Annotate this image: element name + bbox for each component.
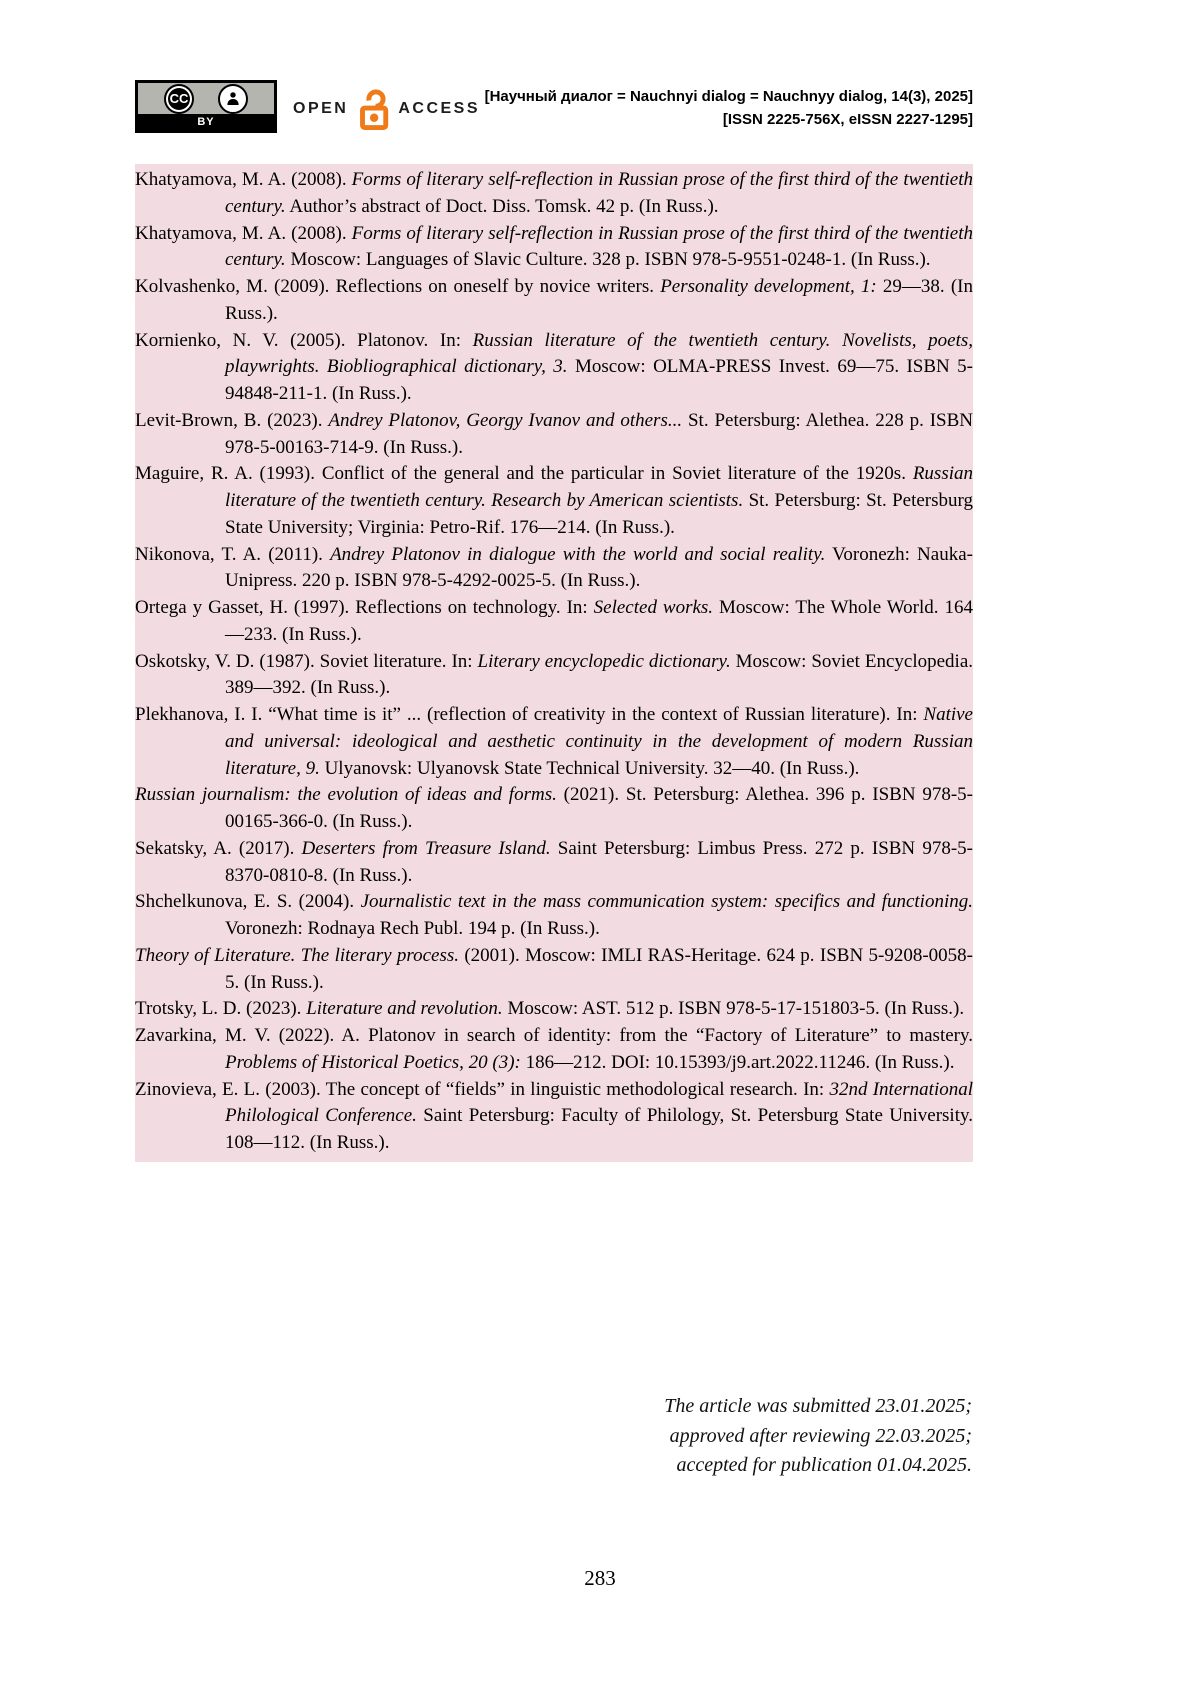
reference-entry: Zinovieva, E. L. (2003). The concept of “fields” in linguistic methodological research. In: 32nd International Philological Conference. Saint Petersburg: Faculty of Philology, St. Petersburg State University. 108—112. (In Russ.). — [135, 1078, 973, 1153]
reference-entry: Khatyamova, M. A. (2008). Forms of literary self-reflection in Russian prose of the first third of the twentieth century. Moscow: Languages of Slavic Culture. 328 p. ISBN 978-5-9551-0248-1. (In Russ.). — [135, 222, 973, 271]
reference-entry: Levit-Brown, B. (2023). Andrey Platonov, Georgy Ivanov and others... St. Petersburg: Alethea. 228 p. ISBN 978-5-00163-714-9. (In Russ.). — [135, 409, 974, 458]
submission-line: The article was submitted 23.01.2025; — [664, 1395, 972, 1417]
reference-entry: Russian journalism: the evolution of ideas and forms. (2021). St. Petersburg: Alethea. 396 p. ISBN 978-5-00165-366-0. (In Russ.). — [135, 784, 974, 832]
reference-entry: Sekatsky, A. (2017). Deserters from Treasure Island. Saint Petersburg: Limbus Press. 272 p. ISBN 978-5-8370-0810-8. (In Russ.). — [135, 837, 973, 886]
reference-entry: Nikonova, T. A. (2011). Andrey Platonov in dialogue with the world and social reality. Voronezh: Nauka-Unipress. 220 p. ISBN 978-5-4292-0025-5. (In Russ.). — [135, 543, 973, 592]
open-access-logo — [293, 86, 480, 132]
open-label: OPEN — [293, 100, 349, 117]
reference-entry: Plekhanova, I. I. “What time is it” ... (reflection of creativity in the context of Russian literature). In: Native and universal: ideological and aesthetic continuity in the development of modern Russian literature, 9. Ulyanovsk: Ulyanovsk State Technical University. 32—40. (In Russ.). — [135, 704, 973, 779]
page-number: 283 — [584, 1566, 616, 1590]
reference-entry: Khatyamova, M. A. (2008). Forms of literary self-reflection in Russian prose of the first third of the twentieth century. Author’s abstract of Doct. Diss. Tomsk. 42 p. (In Russ.). — [135, 169, 973, 217]
reference-entry: Maguire, R. A. (1993). Conflict of the general and the particular in Soviet literature of the 1920s. Russian literature of the twentieth century. Research by American scientists. St. Petersburg: St. Petersburg State University; Virginia: Petro-Rif. 176—214. (In Russ.). — [135, 463, 973, 538]
reference-entry: Ortega y Gasset, H. (1997). Reflections on technology. In: Selected works. Moscow: The Whole World. 164—233. (In Russ.). — [135, 597, 973, 645]
cc-icons-row — [138, 83, 274, 114]
reference-entry: Trotsky, L. D. (2023). Literature and revolution. Moscow: AST. 512 p. ISBN 978-5-17-151803-5. (In Russ.). — [135, 998, 965, 1020]
journal-meta — [485, 85, 973, 131]
reference-entry: Oskotsky, V. D. (1987). Soviet literature. In: Literary encyclopedic dictionary. Moscow: Soviet Encyclopedia. 389—392. (In Russ.). — [135, 650, 973, 699]
cc-by-label: BY — [138, 114, 274, 130]
attribution-person-icon — [218, 84, 248, 114]
journal-title-line: [Научный диалог = Nauchnyi dialog = Nauchnyy dialog, 14(3), 2025] — [484, 88, 973, 105]
cc-icon-label: CC — [169, 91, 189, 106]
submission-line: approved after reviewing 22.03.2025; — [669, 1424, 972, 1447]
open-lock-icon — [355, 87, 391, 132]
access-label: ACCESS — [398, 100, 481, 117]
cc-by-license-badge — [135, 80, 277, 133]
submission-dates — [664, 1392, 972, 1481]
cc-icon — [164, 84, 194, 114]
reference-entry: Theory of Literature. The literary process. (2001). Moscow: IMLI RAS-Heritage. 624 p. ISBN 5-9208-0058-5. (In Russ.). — [135, 944, 973, 993]
reference-entry: Kornienko, N. V. (2005). Platonov. In: Russian literature of the twentieth century. Novelists, poets, playwrights. Biobliographical dictionary, 3. Moscow: OLMA-PRESS Invest. 69—75. ISBN 5-94848-211-1. (In Russ.). — [135, 329, 974, 404]
references-list — [135, 164, 973, 1162]
reference-entry: Zavarkina, M. V. (2022). A. Platonov in search of identity: from the “Factory of Literature” to mastery. Problems of Historical Poetics, 20 (3): 186—212. DOI: 10.15393/j9.art.2022.11246. (In Russ.). — [135, 1025, 973, 1073]
reference-entry: Shchelkunova, E. S. (2004). Journalistic text in the mass communication system: specifics and functioning. Voronezh: Rodnaya Rech Publ. 194 p. (In Russ.). — [135, 891, 973, 939]
reference-entry: Kolvashenko, M. (2009). Reflections on oneself by novice writers. Personality development, 1: 29—38. (In Russ.). — [135, 276, 974, 324]
submission-line: accepted for publication 01.04.2025. — [676, 1454, 972, 1476]
page-header — [135, 79, 973, 139]
issn-line: [ISSN 2225-756X, eISSN 2227-1295] — [722, 111, 973, 128]
